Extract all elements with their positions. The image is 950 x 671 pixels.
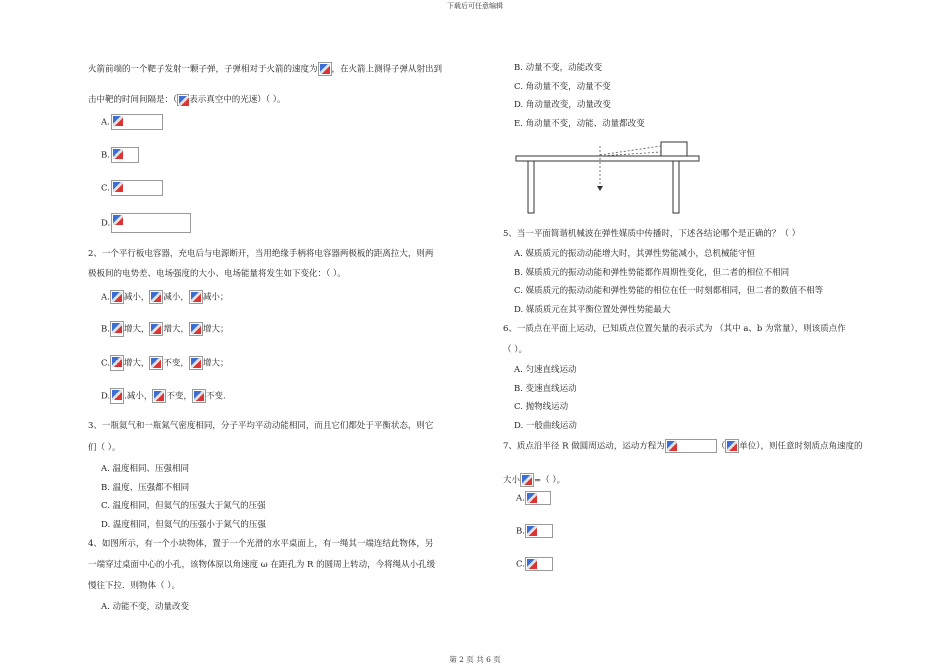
q6-option-c: C. 抛物线运动: [514, 402, 569, 412]
q4-option-d: D. 角动量改变，动量改变: [514, 100, 611, 110]
q1-option-d: D.: [101, 213, 191, 233]
q2-option-c: C. 增大， 不变， 增大；: [101, 355, 228, 371]
q7-line1: 7、质点沿半径 R 做圆周运动，运动方程为 （ 单位），则任意时刻质点角速度的: [503, 439, 863, 453]
q4-option-c: C. 角动量不变，动量不变: [514, 82, 611, 92]
q7-line2: 大小 =（ ）。: [503, 473, 565, 487]
formula-image: [111, 114, 163, 130]
q4-line1: 4、如图所示，有一个小块物体，置于一个光滑的水平桌面上，有一绳其一端连结此物体，另: [88, 539, 434, 549]
formula-image: [149, 356, 163, 370]
q3-option-c: C. 温度相同，但氦气的压强大于氮气的压强: [101, 501, 266, 511]
q4-option-b: B. 动量不变，动能改变: [514, 63, 603, 73]
q7-option-b: B.: [516, 524, 553, 538]
q3-option-d: D. 温度相同，但氦气的压强小于氮气的压强: [101, 520, 266, 530]
q1-option-a: A.: [101, 114, 163, 130]
q4-line2: 一端穿过桌面中心的小孔，该物体原以角速度 ω 在距孔为 R 的圆周上转动，今将绳从小孔缓: [88, 560, 436, 570]
formula-image: [111, 213, 191, 233]
formula-image: [110, 388, 124, 404]
formula-image: [318, 62, 332, 76]
q3-option-b: B. 温度、压强都不相同: [101, 483, 190, 493]
formula-image: [111, 147, 139, 163]
q3-option-a: A. 温度相同、压强相同: [101, 464, 190, 474]
table-leg-right: [673, 161, 679, 213]
q5-option-c: C. 媒质质元的振动动能和弹性势能的相位在任一时刻都相同，但二者的数值不相等: [514, 286, 824, 296]
q2-line1: 2、一个平行板电容器，充电后与电源断开，当用绝缘手柄将电容器两极板的距离拉大，则两: [88, 249, 434, 259]
string-line: [600, 146, 661, 155]
q7-option-a: A.: [516, 491, 551, 505]
q7-option-c: C.: [516, 557, 553, 571]
formula-image: [110, 290, 124, 304]
formula-image: [189, 322, 203, 336]
formula-image: [665, 439, 717, 453]
q3-line2: 们（ ）。: [88, 443, 121, 453]
q5-option-b: B. 媒质质元的振动动能和弹性势能都作周期性变化，但二者的相位不相同: [514, 268, 790, 278]
q1-option-b: B.: [101, 147, 139, 163]
q6-line2: （ ）。: [503, 345, 527, 355]
formula-image: [177, 94, 189, 106]
q6-option-a: A. 匀速直线运动: [514, 365, 577, 375]
q4-option-e: E. 角动量不变，动能、动量都改变: [514, 119, 645, 129]
q4-line3: 慢往下拉．则物体（ ）。: [88, 581, 180, 591]
formula-image: [149, 322, 163, 336]
table-leg-left: [528, 161, 534, 213]
formula-image: [110, 355, 124, 371]
header-note: 下载后可任意编辑: [447, 2, 503, 10]
formula-image: [525, 557, 553, 571]
q5-option-a: A. 媒质质元的振动动能增大时，其弹性势能减小，总机械能守恒: [514, 249, 756, 259]
q6-option-b: B. 变速直线运动: [514, 384, 577, 394]
formula-image: [152, 389, 166, 403]
formula-image: [192, 389, 206, 403]
q5-line1: 5、当一平面简谐机械波在弹性媒质中传播时，下述各结论哪个是正确的？（ ）: [503, 229, 801, 239]
formula-image: [520, 473, 534, 487]
q1-line1: 火箭前端的一个靶子发射一颗子弹，子弹相对于火箭的速度为 ，在火箭上测得子弹从射出到: [88, 62, 442, 76]
arrow-down-icon: [597, 186, 603, 191]
q6-option-d: D. 一般曲线运动: [514, 421, 577, 431]
q2-line2: 极板间的电势差、电场强度的大小、电场能量将发生如下变化：（ ）。: [88, 269, 346, 279]
block-object: [661, 142, 687, 156]
formula-image: [725, 439, 739, 453]
formula-image: [525, 524, 553, 538]
formula-image: [111, 180, 163, 196]
q1-line2: 击中靶的时间间隔是：（ 表示真空中的光速）（ ）。: [88, 95, 286, 105]
page-number: 第 2 页 共 6 页: [449, 655, 501, 664]
table-top: [516, 156, 699, 161]
q4-option-a: A. 动能不变，动量改变: [101, 602, 190, 612]
formula-image: [525, 491, 551, 505]
q6-line1: 6、一质点在平面上运动，已知质点位置矢量的表示式为 （其中 a、b 为常量），则该质点作: [503, 324, 846, 334]
formula-image: [149, 290, 163, 304]
q2-option-b: B. 增大， 增大， 增大；: [101, 321, 229, 337]
q2-option-a: A. 减小， 减小， 减小；: [101, 290, 228, 304]
q1-option-c: C.: [101, 180, 163, 196]
formula-image: [189, 356, 203, 370]
q3-line1: 3、一瓶氦气和一瓶氮气密度相同，分子平均平动动能相同，而且它们都处于平衡状态，则它: [88, 421, 434, 431]
formula-image: [110, 321, 124, 337]
q2-option-d: D. .减小， 不变， 不变.: [101, 388, 226, 404]
formula-image: [189, 290, 203, 304]
q5-option-d: D. 媒质质元在其平衡位置处弹性势能最大: [514, 305, 671, 315]
table-figure: [514, 136, 704, 216]
